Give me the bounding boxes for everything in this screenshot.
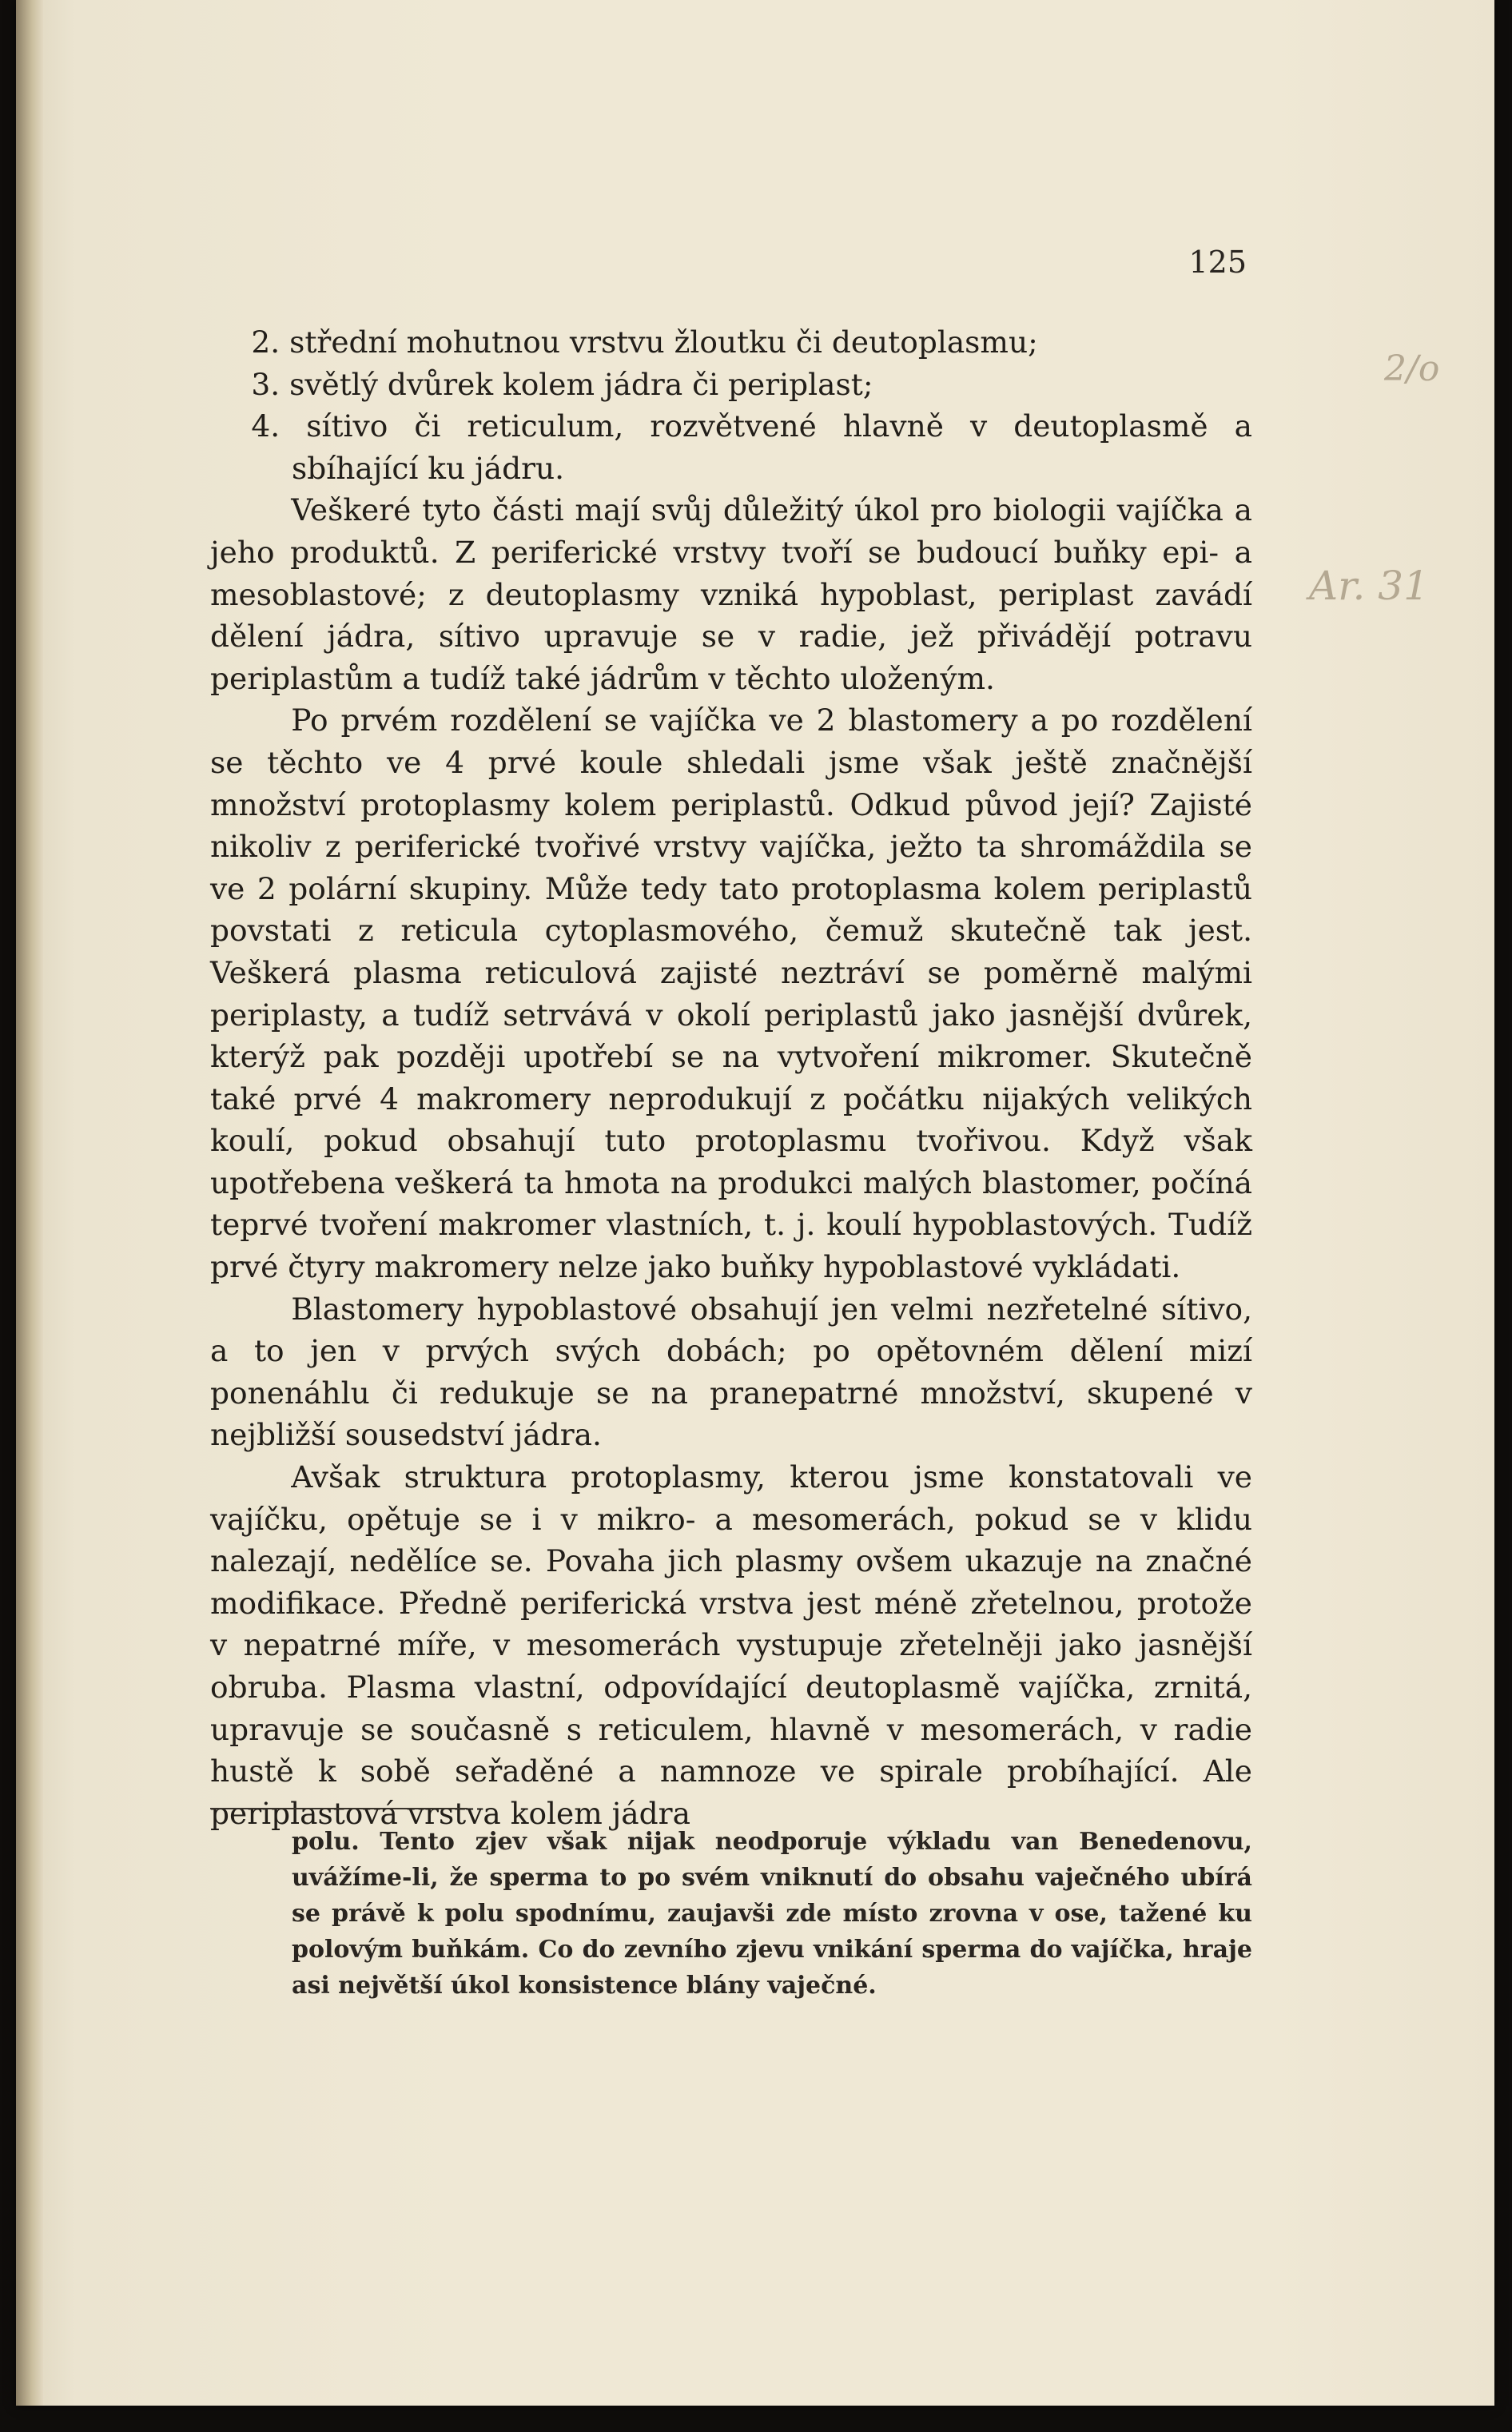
paragraph: Avšak struktura protoplasmy, kterou jsme konstatovali ve vajíčku, opětuje se i v mikro- a mesomerách, pokud se v klidu nalezají, nedělíce se. Povaha jich plasmy ovšem ukazuje na značné modifikace. Předně periferická vrstva jest méně zřetelnou, protože v nepatrné míře, v mesomerách vystupuje zřetelněji jako jasnější obruba. Plasma vlastní, odpovídající deutoplasmě vajíčka, zrnitá, upravuje se současně s reticulem, hlavně v mesomerách, v radie hustě k sobě seřaděné a namnoze ve spirale probíhající. Ale periplastová vrstva kolem jádra	[210, 1459, 1252, 1831]
handwritten-annotation-side: Ar. 31	[1309, 563, 1429, 609]
page-spine-shadow	[16, 0, 43, 2406]
paragraph: Veškeré tyto části mají svůj důležitý úkol pro biologii vajíčka a jeho produktů. Z periferické vrstvy tvoří se budoucí buňky epi- a mesoblastové; z deutoplasmy vzniká hypoblast, periplast zavádí dělení jádra, sítivo upravuje se v radie, jež přivádějí potravu periplastům a tudíž také jádrům v těchto uloženým.	[210, 492, 1252, 696]
footnote: polu. Tento zjev však nijak neodporuje výkladu van Benedenovu, uvážíme-li, že sperma to po svém vniknutí do obsahu vaječného ubírá se právě k polu spodnímu, zaujavši zde místo zrovna v ose, tažené ku polovým buňkám. Co do zevního zjevu vnikání sperma do vajíčka, hraje asi největší úkol konsistence blány vaječné.	[292, 1828, 1252, 2000]
footnote-divider	[210, 1808, 468, 1809]
main-text	[210, 321, 1252, 1834]
handwritten-annotation-top: 2/o	[1384, 348, 1440, 389]
list-item: 2. střední mohutnou vrstvu žloutku či deutoplasmu;	[251, 324, 1038, 360]
paragraph: Blastomery hypoblastové obsahují jen velmi nezřetelné sítivo, a to jen v prvých svých dobách; po opětovném dělení mizí ponenáhlu či redukuje se na pranepatrné množství, skupené v nejbližší sousedství jádra.	[210, 1291, 1252, 1453]
book-page	[16, 0, 1494, 2406]
list-item: 3. světlý dvůrek kolem jádra či periplast;	[251, 366, 873, 402]
page-number: 125	[1188, 245, 1247, 280]
paragraph: Po prvém rozdělení se vajíčka ve 2 blastomery a po rozdělení se těchto ve 4 prvé koule shledali jsme však ještě značnější množství protoplasmy kolem periplastů. Odkud původ její? Zajisté nikoliv z periferické tvořivé vrstvy vajíčka, ježto ta shromáždila se ve 2 polární skupiny. Může tedy tato protoplasma kolem periplastů povstati z reticula cytoplasmového, čemuž skutečně tak jest. Veškerá plasma reticulová zajisté neztráví se poměrně malými periplasty, a tudíž setrvává v okolí periplastů jako jasnější dvůrek, kterýž pak později upotřebí se na vytvoření mikromer. Skutečně také prvé 4 makromery neprodukují z počátku nijakých velikých koulí, pokud obsahují tuto protoplasmu tvořivou. Když však upotřebena veškerá ta hmota na produkci malých blastomer, počíná teprvé tvoření makromer vlastních, t. j. koulí hypoblastových. Tudíž prvé čtyry makromery nelze jako buňky hypoblastové vykládati.	[210, 703, 1252, 1285]
list-item: 4. sítivo či reticulum, rozvětvené hlavně v deutoplasmě a sbíhající ku jádru.	[251, 408, 1252, 486]
